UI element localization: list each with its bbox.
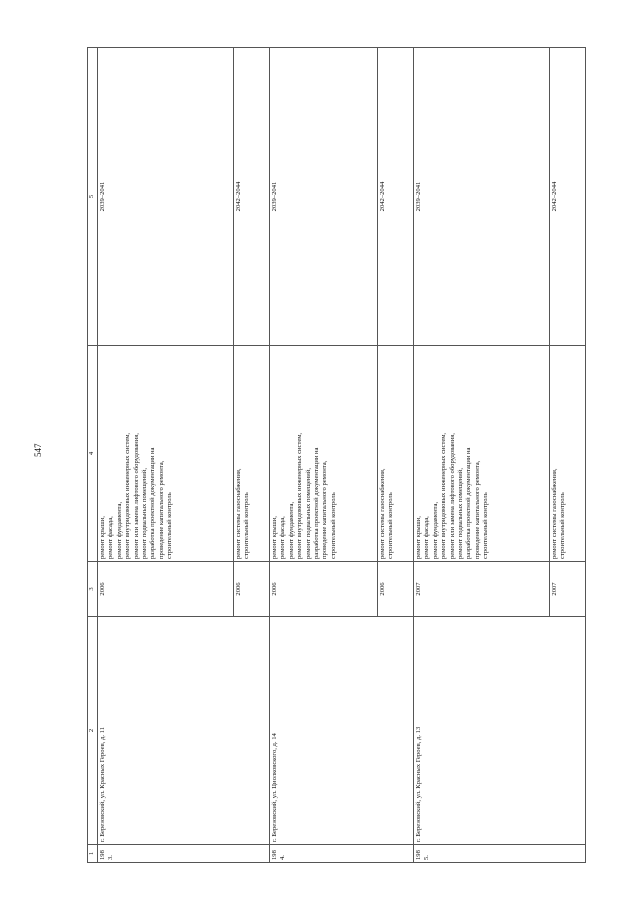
table-container <box>87 48 567 863</box>
works-list <box>271 348 338 559</box>
works-list <box>551 348 568 559</box>
table-row <box>98 48 234 863</box>
work-item: ремонт крыши, <box>99 516 106 559</box>
header-row <box>88 48 98 863</box>
works-cell <box>98 346 234 562</box>
record-address: г. Березовский, ул. Красных Героев, д. 11 <box>98 617 270 845</box>
works-cell <box>234 346 270 562</box>
table-row <box>270 48 378 863</box>
header-col-1: 1 <box>88 845 98 863</box>
repair-period: 2039–2041 <box>98 48 234 346</box>
year-built: 2006 <box>378 562 414 617</box>
work-item: ремонт системы газоснабжения, <box>551 468 558 559</box>
work-item: ремонт подвальных помещений, <box>457 468 465 559</box>
repair-period: 2039–2041 <box>414 48 550 346</box>
repair-period: 2042–2044 <box>550 48 586 346</box>
record-number: 1985. <box>414 845 586 863</box>
work-item: ремонт или замена лифтового оборудования, <box>132 433 140 559</box>
record-number: 1984. <box>270 845 414 863</box>
works-cell <box>414 346 550 562</box>
work-item: проведение капитального ремонта, <box>157 460 165 559</box>
work-item: ремонт фасада, <box>423 516 431 559</box>
work-item: ремонт внутридомовых инженерных систем, <box>296 432 304 559</box>
page-number: 547 <box>33 443 43 457</box>
header-col-4: 4 <box>88 346 98 562</box>
works-cell <box>550 346 586 562</box>
work-item: строительный контроль <box>559 492 567 559</box>
work-item: ремонт подвальных помещений, <box>141 468 149 559</box>
year-built: 2007 <box>414 562 550 617</box>
repair-schedule-table <box>87 47 586 863</box>
works-cell <box>378 346 414 562</box>
work-item: ремонт фундамента, <box>431 501 439 559</box>
header-col-5: 5 <box>88 48 98 346</box>
work-item: разработка проектной документации на <box>465 447 473 559</box>
repair-period: 2039–2041 <box>270 48 378 346</box>
work-item: ремонт системы газоснабжения, <box>379 468 386 559</box>
work-item: ремонт фундамента, <box>115 501 123 559</box>
record-address: г. Березовский, ул. Красных Героев, д. 13 <box>414 617 586 845</box>
works-list <box>235 348 252 559</box>
work-item: ремонт внутридомовых инженерных систем, <box>124 432 132 559</box>
work-item: ремонт системы газоснабжения, <box>235 468 242 559</box>
year-built: 2006 <box>270 562 378 617</box>
work-item: разработка проектной документации на <box>149 447 157 559</box>
work-item: разработка проектной документации на <box>313 447 321 559</box>
header-col-2: 2 <box>88 617 98 845</box>
table-row <box>414 48 550 863</box>
work-item: ремонт фасада, <box>107 516 115 559</box>
works-cell <box>270 346 378 562</box>
record-address: г. Березовский, ул. Циолковского, д. 14 <box>270 617 414 845</box>
work-item: ремонт или замена лифтового оборудования, <box>448 433 456 559</box>
work-item: ремонт фундамента, <box>287 501 295 559</box>
work-item: ремонт подвальных помещений, <box>304 468 312 559</box>
year-built: 2006 <box>98 562 234 617</box>
work-item: проведение капитального ремонта, <box>473 460 481 559</box>
work-item: строительный контроль <box>166 492 174 559</box>
rotated-table-wrapper <box>87 48 567 863</box>
work-item: ремонт крыши, <box>271 516 278 559</box>
work-item: строительный контроль <box>482 492 490 559</box>
work-item: ремонт крыши, <box>415 516 422 559</box>
work-item: строительный контроль <box>329 492 337 559</box>
works-list <box>415 348 491 559</box>
record-number: 1983. <box>98 845 270 863</box>
table-body <box>98 48 586 863</box>
repair-period: 2042–2044 <box>378 48 414 346</box>
header-col-3: 3 <box>88 562 98 617</box>
works-list <box>99 348 175 559</box>
year-built: 2006 <box>234 562 270 617</box>
repair-period: 2042–2044 <box>234 48 270 346</box>
work-item: ремонт внутридомовых инженерных систем, <box>440 432 448 559</box>
works-list <box>379 348 396 559</box>
work-item: строительный контроль <box>387 492 395 559</box>
work-item: строительный контроль <box>243 492 251 559</box>
year-built: 2007 <box>550 562 586 617</box>
work-item: ремонт фасада, <box>279 516 287 559</box>
work-item: проведение капитального ремонта, <box>321 460 329 559</box>
